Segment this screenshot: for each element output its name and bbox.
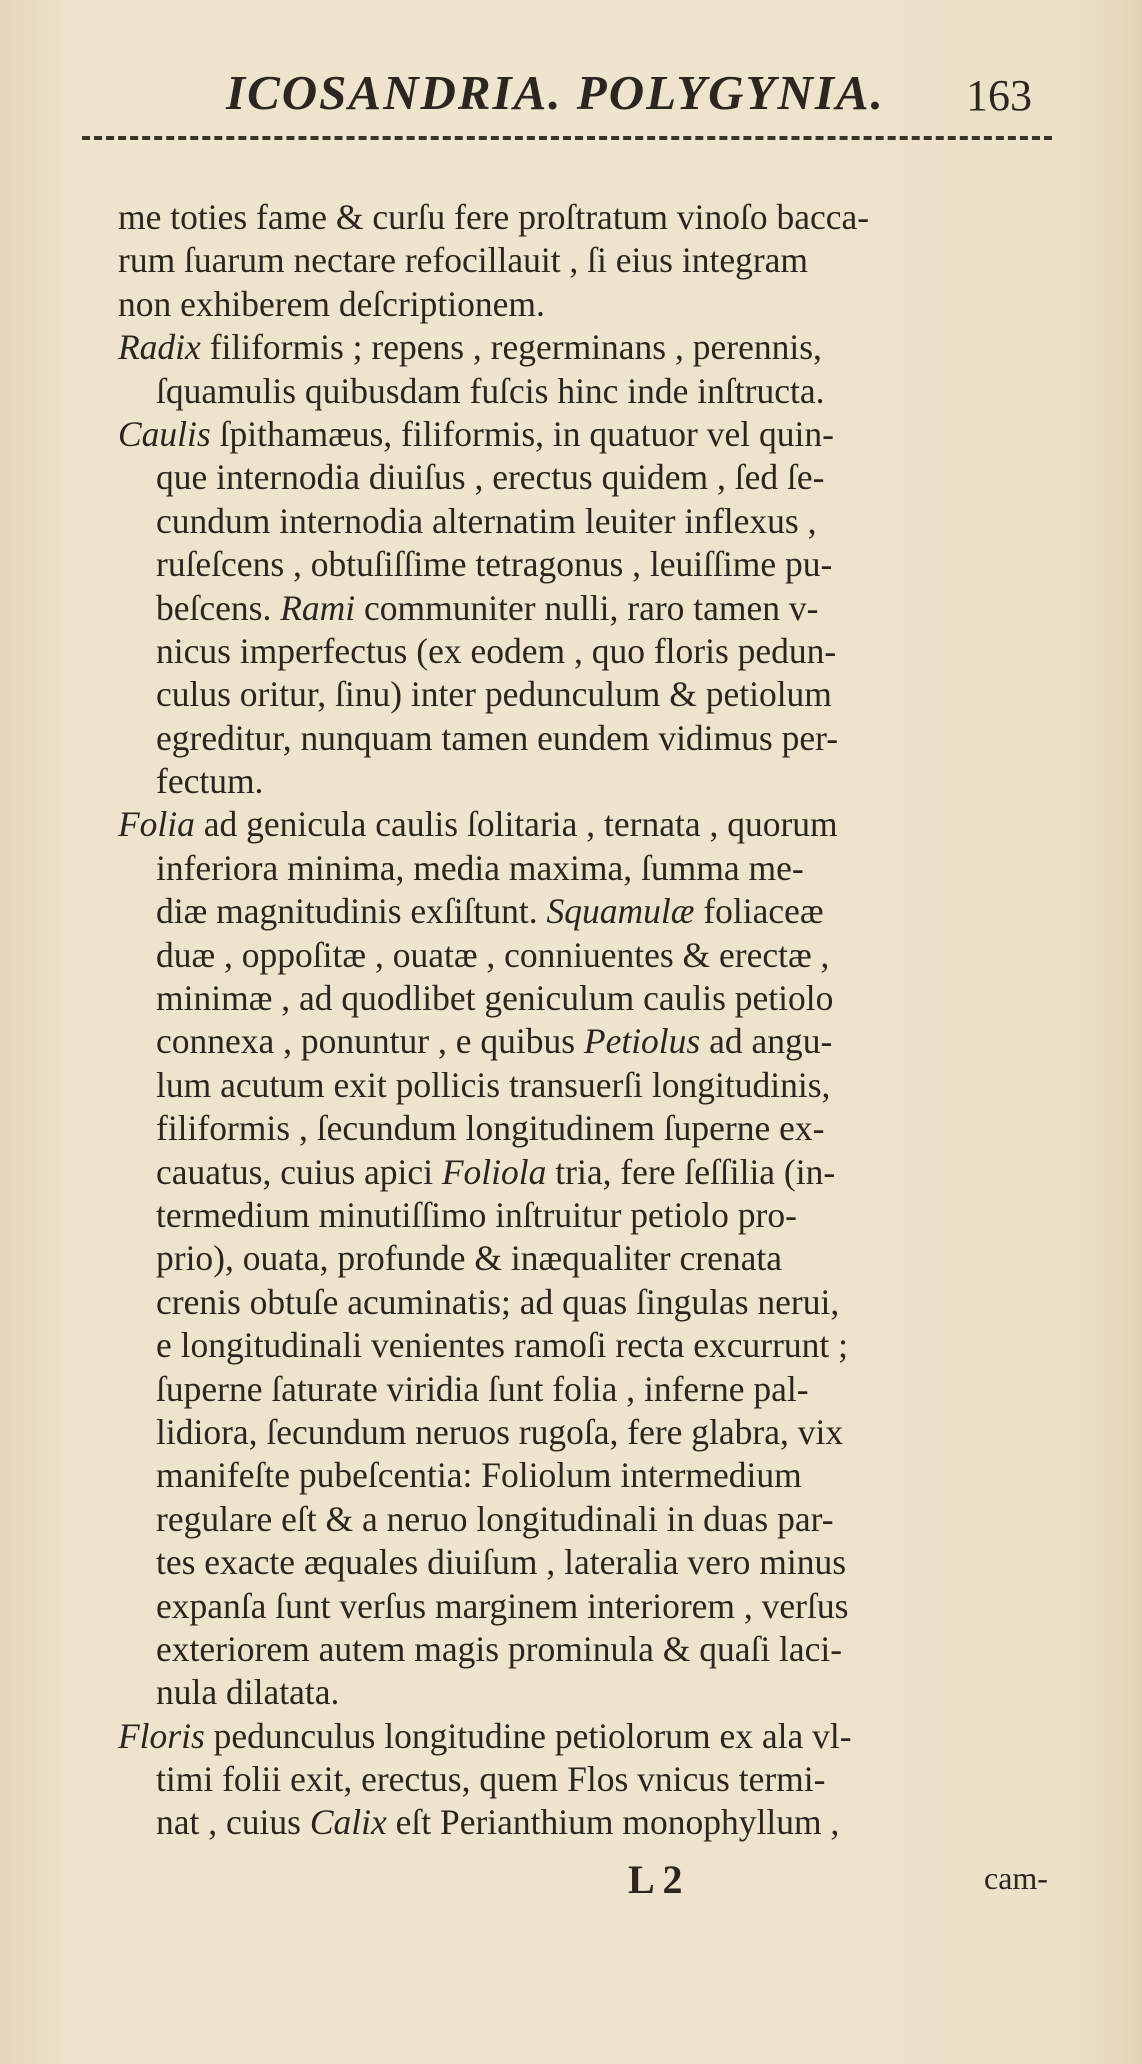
- page-header: [80, 60, 1060, 130]
- line-text: eſt Perianthium monophyllum ,: [386, 1802, 840, 1843]
- text-line: minimæ , ad quodlibet geniculum caulis petiolo: [156, 978, 834, 1019]
- text-line: [118, 587, 1058, 630]
- line-text: cauatus, cuius apici: [156, 1151, 442, 1192]
- line-text: pedunculus longitudine petiolorum ex ala vl-: [204, 1715, 852, 1756]
- term-squamulae: Squamulæ: [546, 891, 695, 932]
- body-text: [118, 196, 1058, 1845]
- term-floris: Floris: [118, 1715, 205, 1756]
- page-number: 163: [966, 71, 1032, 120]
- term-radix: Radix: [118, 327, 201, 368]
- text-line: [118, 1715, 1058, 1758]
- catchword: cam-: [984, 1860, 1048, 1896]
- text-line: duæ , oppoſitæ , ouatæ , conniuentes & erectæ ,: [156, 934, 830, 975]
- text-line: [118, 413, 1058, 456]
- text-line: termedium minutiſſimo inſtruitur petiolo pro-: [156, 1194, 797, 1235]
- term-folia: Folia: [118, 804, 195, 845]
- text-line: tes exacte æquales diuiſum , lateralia vero minus: [156, 1542, 847, 1583]
- text-line: cundum internodia alternatim leuiter inflexus ,: [156, 500, 817, 541]
- text-line: ſquamulis quibusdam fuſcis hinc inde inſtructa.: [156, 370, 825, 411]
- text-line: manifeſte pubeſcentia: Foliolum intermedium: [156, 1455, 802, 1496]
- line-text: tria, fere ſeſſilia (in-: [546, 1151, 836, 1192]
- text-line: que internodia diuiſus , erectus quidem , ſed ſe-: [156, 457, 825, 498]
- line-text: ſpithamæus, filiformis, in quatuor vel quin-: [210, 413, 834, 454]
- line-text: diæ magnitudinis exſiſtunt.: [156, 891, 547, 932]
- text-line: timi folii exit, erectus, quem Flos vnicus termi-: [156, 1759, 826, 1800]
- text-line: [118, 803, 1058, 846]
- term-rami: Rami: [280, 587, 356, 628]
- line-text: communiter nulli, raro tamen v-: [355, 587, 819, 628]
- text-line: [118, 890, 1058, 933]
- text-line: [118, 326, 1058, 369]
- text-line: lidiora, ſecundum neruos rugoſa, fere glabra, vix: [156, 1411, 844, 1452]
- header-rule: [82, 136, 1052, 140]
- line-text: beſcens.: [156, 587, 281, 628]
- text-line: ſuperne ſaturate viridia ſunt folia , inferne pal-: [156, 1368, 809, 1409]
- line-text: nat , cuius: [156, 1802, 310, 1843]
- line-text: filiformis ; repens , regerminans , perennis,: [200, 327, 822, 368]
- signature-mark: L 2: [628, 1857, 683, 1902]
- text-line: e longitudinali venientes ramoſi recta excurrunt ;: [156, 1325, 849, 1366]
- text-line: filiformis , ſecundum longitudinem ſuperne ex-: [156, 1108, 825, 1149]
- text-line: exteriorem autem magis prominula & quaſi laci-: [156, 1628, 843, 1669]
- term-foliola: Foliola: [441, 1151, 547, 1192]
- text-line: inferiora minima, media maxima, ſumma me-: [156, 847, 804, 888]
- text-line: egreditur, nunquam tamen eundem vidimus per-: [156, 717, 839, 758]
- text-line: expanſa ſunt verſus marginem interiorem , verſus: [156, 1585, 849, 1626]
- text-line: nula dilatata.: [156, 1672, 340, 1713]
- text-line: nicus imperfectus (ex eodem , quo floris pedun-: [156, 630, 837, 671]
- line-text: ad genicula caulis ſolitaria , ternata , quorum: [194, 804, 838, 845]
- term-petiolus: Petiolus: [583, 1021, 701, 1062]
- text-line: culus oritur, ſinu) inter pedunculum & petiolum: [156, 674, 832, 715]
- text-line: prio), ouata, profunde & inæqualiter crenata: [156, 1238, 782, 1279]
- line-text: ad angu-: [700, 1021, 833, 1062]
- text-line: [118, 1151, 1058, 1194]
- text-line: [118, 1020, 1058, 1063]
- text-line: me toties fame & curſu fere proſtratum vinoſo bacca-: [118, 197, 870, 237]
- text-line: lum acutum exit pollicis transuerſi longitudinis,: [156, 1064, 831, 1105]
- text-line: non exhiberem deſcriptionem.: [118, 283, 545, 324]
- term-caulis: Caulis: [118, 413, 211, 454]
- running-title: ICOSANDRIA. POLYGYNIA.: [226, 65, 885, 120]
- line-text: connexa , ponuntur , e quibus: [156, 1021, 584, 1062]
- text-line: [118, 1801, 1058, 1844]
- term-calix: Calix: [309, 1802, 387, 1843]
- line-text: foliaceæ: [694, 891, 824, 932]
- text-line: regulare eſt & a neruo longitudinali in duas par-: [156, 1498, 834, 1539]
- text-line: fectum.: [156, 761, 264, 802]
- text-line: crenis obtuſe acuminatis; ad quas ſingulas nerui,: [156, 1281, 840, 1322]
- text-line: rum ſuarum nectare refocillauit , ſi eius integram: [118, 240, 809, 281]
- text-line: ruſeſcens , obtuſiſſime tetragonus , leuiſſime pu-: [156, 544, 833, 585]
